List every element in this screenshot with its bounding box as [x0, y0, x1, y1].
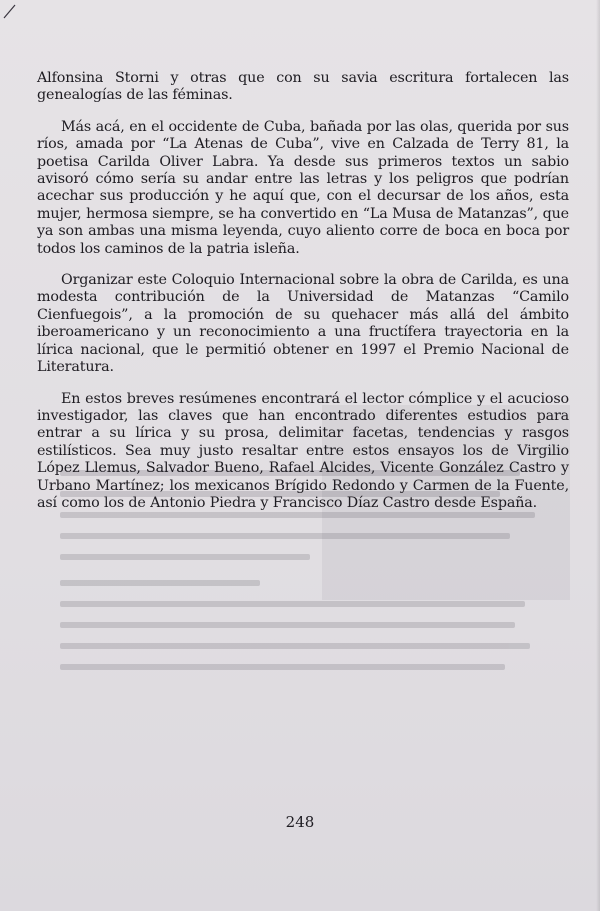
paragraph-coloquio: Organizar este Coloquio Internacional sobre la obra de Carilda, es una modesta contribución de la Universidad de Matanzas “Camilo Cienfuegois”, a la promoción de su quehacer más allá del ámbito iberoamericano y un reconocimiento a una fructífera trayectoria en la lírica nacional, que le permitió obtener en 1997 el Premio Nacional de Literatura.	[37, 272, 569, 376]
corner-pen-mark	[2, 2, 18, 20]
body-text	[37, 70, 569, 526]
page-edge-shadow	[596, 0, 600, 911]
page-number: 248	[285, 813, 315, 831]
paragraph-continuation: Alfonsina Storni y otras que con su savia escritura fortalecen las genealogías de las féminas.	[37, 70, 569, 104]
paragraph-carilda-intro: Más acá, en el occidente de Cuba, bañada por las olas, querida por sus ríos, amada por “La Atenas de Cuba”, vive en Calzada de Terry 81, la poetisa Carilda Oliver Labra. Ya desde sus primeros textos un sabio avisoró cómo sería su andar entre las letras y los peligros que podrían acechar sus producción y he aquí que, con el decursar de los años, esta mujer, hermosa siempre, se ha convertido en “La Musa de Matanzas”, que ya son ambas una misma leyenda, cuyo aliento corre de boca en boca por todos los caminos de la patria isleña.	[37, 118, 569, 257]
paragraph-resumenes: En estos breves resúmenes encontrará el lector cómplice y el acucioso investigador, las claves que han encontrado diferentes estudios para entrar a su lírica y su prosa, delimitar facetas, tendencias y rasgos estilísticos. Sea muy justo resaltar entre estos ensayos los de Virgilio López Llemus, Salvador Bueno, Rafael Alcides, Vicente González Castro y Urbano Martínez; los mexicanos Brígido Redondo y Carmen de la Fuente, así como los de Antonio Piedra y Francisco Díaz Castro desde España.	[37, 390, 569, 511]
